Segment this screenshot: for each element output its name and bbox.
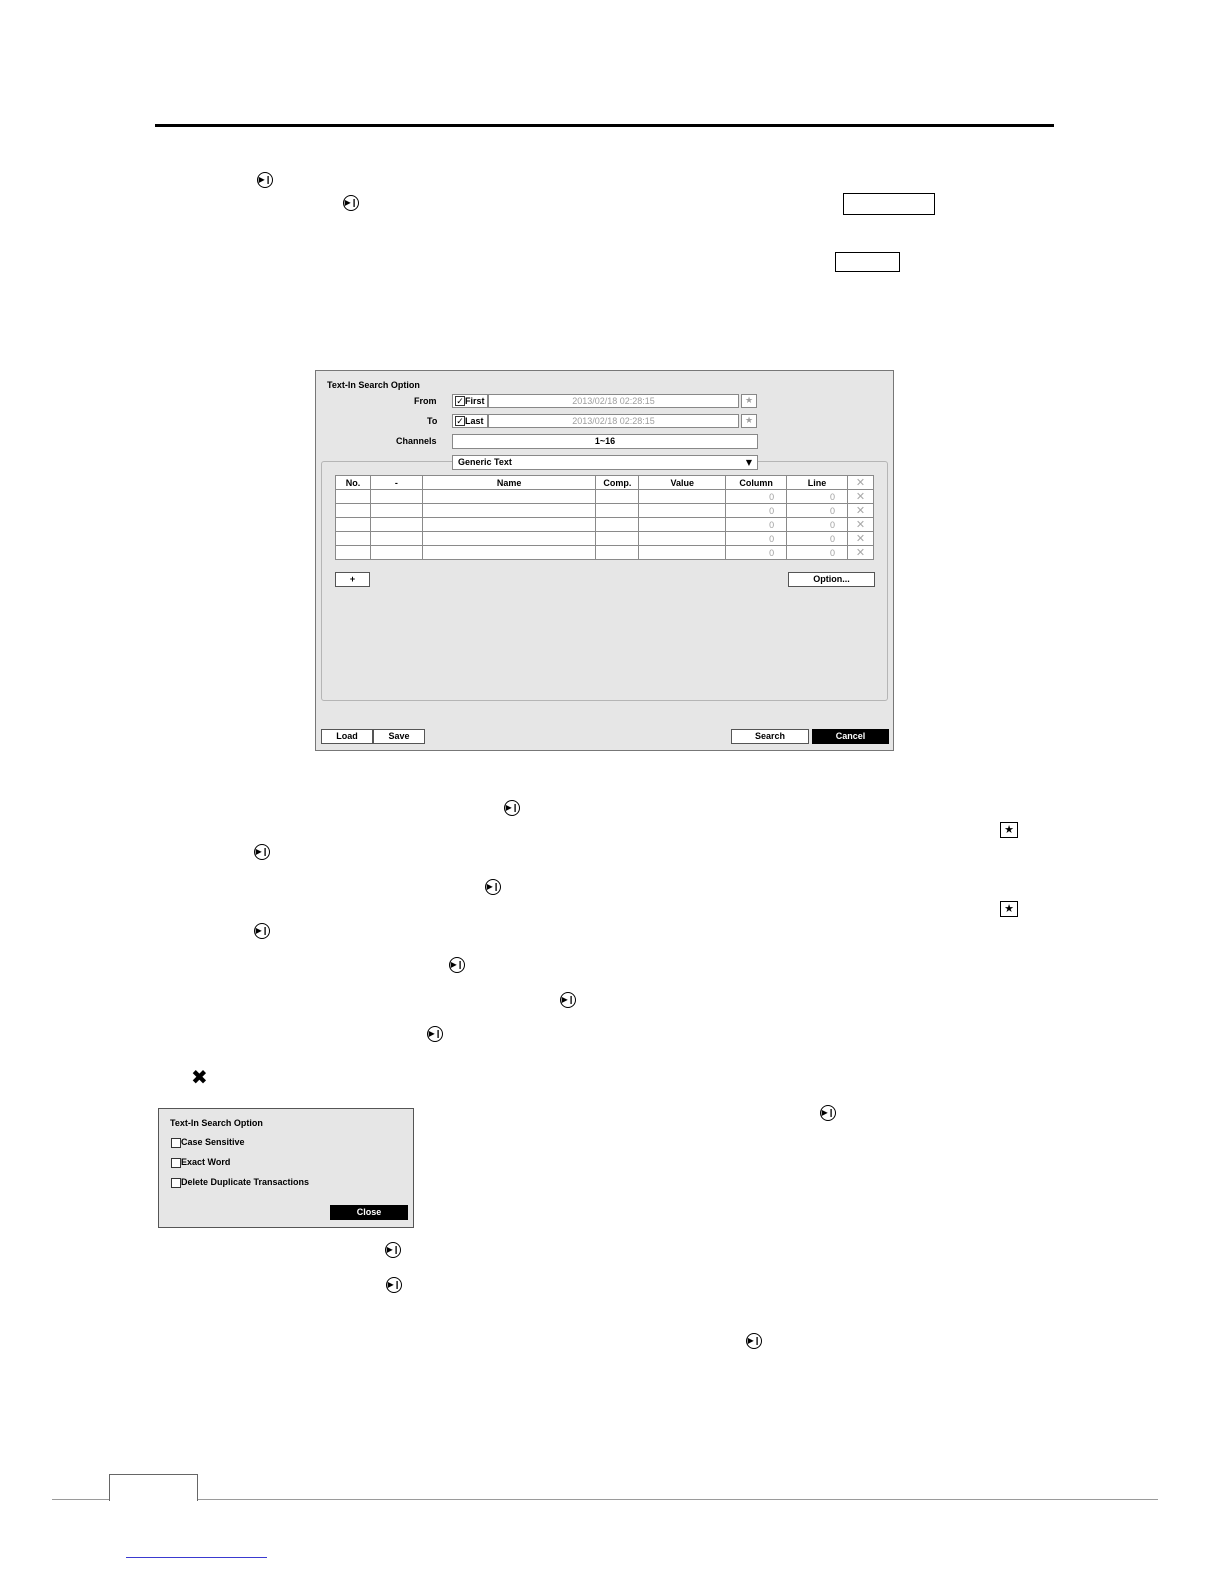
dash-cell[interactable] [370, 532, 422, 546]
star-icon: ★ [1000, 822, 1018, 838]
page-number-tab [109, 1474, 198, 1501]
search-button[interactable]: Search [731, 729, 809, 744]
delete-row-icon[interactable]: ✕ [847, 532, 873, 546]
no-cell [336, 546, 371, 560]
play-pause-button-icon: ▶❙ [343, 195, 359, 211]
star-icon: ★ [1000, 901, 1018, 917]
star-icon[interactable]: ★ [741, 394, 757, 408]
delete-row-icon[interactable]: ✕ [847, 490, 873, 504]
check-icon: ✓ [456, 416, 464, 427]
check-icon: ✓ [456, 396, 464, 407]
no-cell [336, 504, 371, 518]
from-datetime-field[interactable] [488, 394, 739, 408]
no-cell [336, 532, 371, 546]
comp-cell[interactable] [596, 518, 639, 532]
comp-cell[interactable] [596, 532, 639, 546]
delete-row-icon[interactable]: ✕ [847, 546, 873, 560]
case-sensitive-option[interactable] [171, 1137, 245, 1148]
table-row [336, 546, 874, 560]
play-pause-button-icon: ▶❙ [385, 1242, 401, 1258]
exact-word-option[interactable] [171, 1157, 230, 1168]
play-pause-button-icon: ▶❙ [820, 1105, 836, 1121]
option-label: Case Sensitive [181, 1137, 245, 1147]
checkbox[interactable] [171, 1158, 181, 1168]
column-header: - [370, 476, 422, 490]
column-header: Comp. [596, 476, 639, 490]
table-header-row [336, 476, 874, 490]
column-header: Value [639, 476, 726, 490]
close-button[interactable]: Close [330, 1205, 408, 1220]
last-label: Last [465, 416, 484, 426]
name-cell[interactable] [422, 518, 596, 532]
last-checkbox[interactable] [452, 414, 488, 428]
line-cell[interactable]: 0 [787, 532, 848, 546]
value-cell[interactable] [639, 518, 726, 532]
line-cell[interactable]: 0 [787, 546, 848, 560]
option-button[interactable]: Option... [788, 572, 875, 587]
dash-cell[interactable] [370, 546, 422, 560]
column-cell[interactable]: 0 [726, 518, 787, 532]
play-pause-button-icon: ▶❙ [560, 992, 576, 1008]
dash-cell[interactable] [370, 518, 422, 532]
channels-value: 1~16 [594, 436, 616, 446]
comp-cell[interactable] [596, 546, 639, 560]
no-cell [336, 518, 371, 532]
play-pause-button-icon: ▶❙ [504, 800, 520, 816]
play-pause-button-icon: ▶❙ [386, 1277, 402, 1293]
cancel-button[interactable]: Cancel [812, 729, 889, 744]
value-cell[interactable] [639, 546, 726, 560]
column-cell[interactable]: 0 [726, 532, 787, 546]
play-pause-button-icon: ▶❙ [257, 172, 273, 188]
option-label: Delete Duplicate Transactions [181, 1177, 310, 1187]
header-rule [155, 124, 1054, 127]
name-cell[interactable] [422, 546, 596, 560]
name-cell[interactable] [422, 504, 596, 518]
dialog-title: Text-In Search Option [327, 380, 420, 390]
channels-label: Channels [396, 436, 437, 446]
column-cell[interactable]: 0 [726, 504, 787, 518]
text-type-dropdown[interactable] [452, 455, 758, 470]
value-cell[interactable] [639, 490, 726, 504]
chevron-down-icon: ▼ [745, 458, 752, 467]
footer-link-underline[interactable] [126, 1557, 267, 1558]
text-type-value: Generic Text [458, 457, 512, 467]
play-pause-button-icon: ▶❙ [254, 844, 270, 860]
first-checkbox[interactable] [452, 394, 488, 408]
condition-table [335, 475, 874, 560]
no-cell [336, 490, 371, 504]
to-label: To [427, 416, 438, 426]
comp-cell[interactable] [596, 504, 639, 518]
dash-cell[interactable] [370, 504, 422, 518]
table-row [336, 504, 874, 518]
column-header: Line [787, 476, 848, 490]
delete-duplicate-option[interactable] [171, 1177, 309, 1188]
play-pause-button-icon: ▶❙ [746, 1333, 762, 1349]
table-row [336, 490, 874, 504]
column-cell[interactable]: 0 [726, 546, 787, 560]
column-header: Name [422, 476, 596, 490]
checkbox[interactable] [171, 1178, 181, 1188]
play-pause-button-icon: ▶❙ [449, 957, 465, 973]
column-cell[interactable]: 0 [726, 490, 787, 504]
comp-cell[interactable] [596, 490, 639, 504]
text-in-search-option-dialog [158, 1108, 414, 1228]
table-row [336, 518, 874, 532]
channels-field[interactable] [452, 434, 758, 449]
play-pause-button-icon: ▶❙ [485, 879, 501, 895]
delete-all-icon[interactable]: ✕ [847, 476, 873, 490]
footer-rule [52, 1499, 1158, 1500]
from-datetime-value: 2013/02/18 02:28:15 [572, 396, 655, 406]
line-cell[interactable]: 0 [787, 490, 848, 504]
text-in-search-dialog [315, 370, 894, 751]
value-cell[interactable] [639, 504, 726, 518]
to-datetime-field[interactable] [488, 414, 739, 428]
dash-cell[interactable] [370, 490, 422, 504]
option-label: Exact Word [181, 1157, 231, 1167]
line-cell[interactable]: 0 [787, 504, 848, 518]
name-cell[interactable] [422, 532, 596, 546]
load-button[interactable]: Load [321, 729, 373, 744]
to-datetime-value: 2013/02/18 02:28:15 [572, 416, 655, 426]
value-cell[interactable] [639, 532, 726, 546]
option-dialog-title: Text-In Search Option [170, 1118, 263, 1128]
delete-row-icon[interactable]: ✕ [847, 518, 873, 532]
add-row-button[interactable]: + [335, 572, 370, 587]
save-button[interactable]: Save [373, 729, 425, 744]
first-label: First [465, 396, 485, 406]
line-cell[interactable]: 0 [787, 518, 848, 532]
play-pause-button-icon: ▶❙ [427, 1026, 443, 1042]
star-icon[interactable]: ★ [741, 414, 757, 428]
checkbox[interactable] [171, 1138, 181, 1148]
inline-button-graphic [843, 193, 935, 215]
table-row [336, 532, 874, 546]
column-header: No. [336, 476, 371, 490]
column-header: Column [726, 476, 787, 490]
from-label: From [414, 396, 437, 406]
inline-button-graphic [835, 252, 900, 272]
delete-row-icon[interactable]: ✕ [847, 504, 873, 518]
play-pause-button-icon: ▶❙ [254, 923, 270, 939]
x-icon: ✖ [191, 1065, 208, 1089]
name-cell[interactable] [422, 490, 596, 504]
